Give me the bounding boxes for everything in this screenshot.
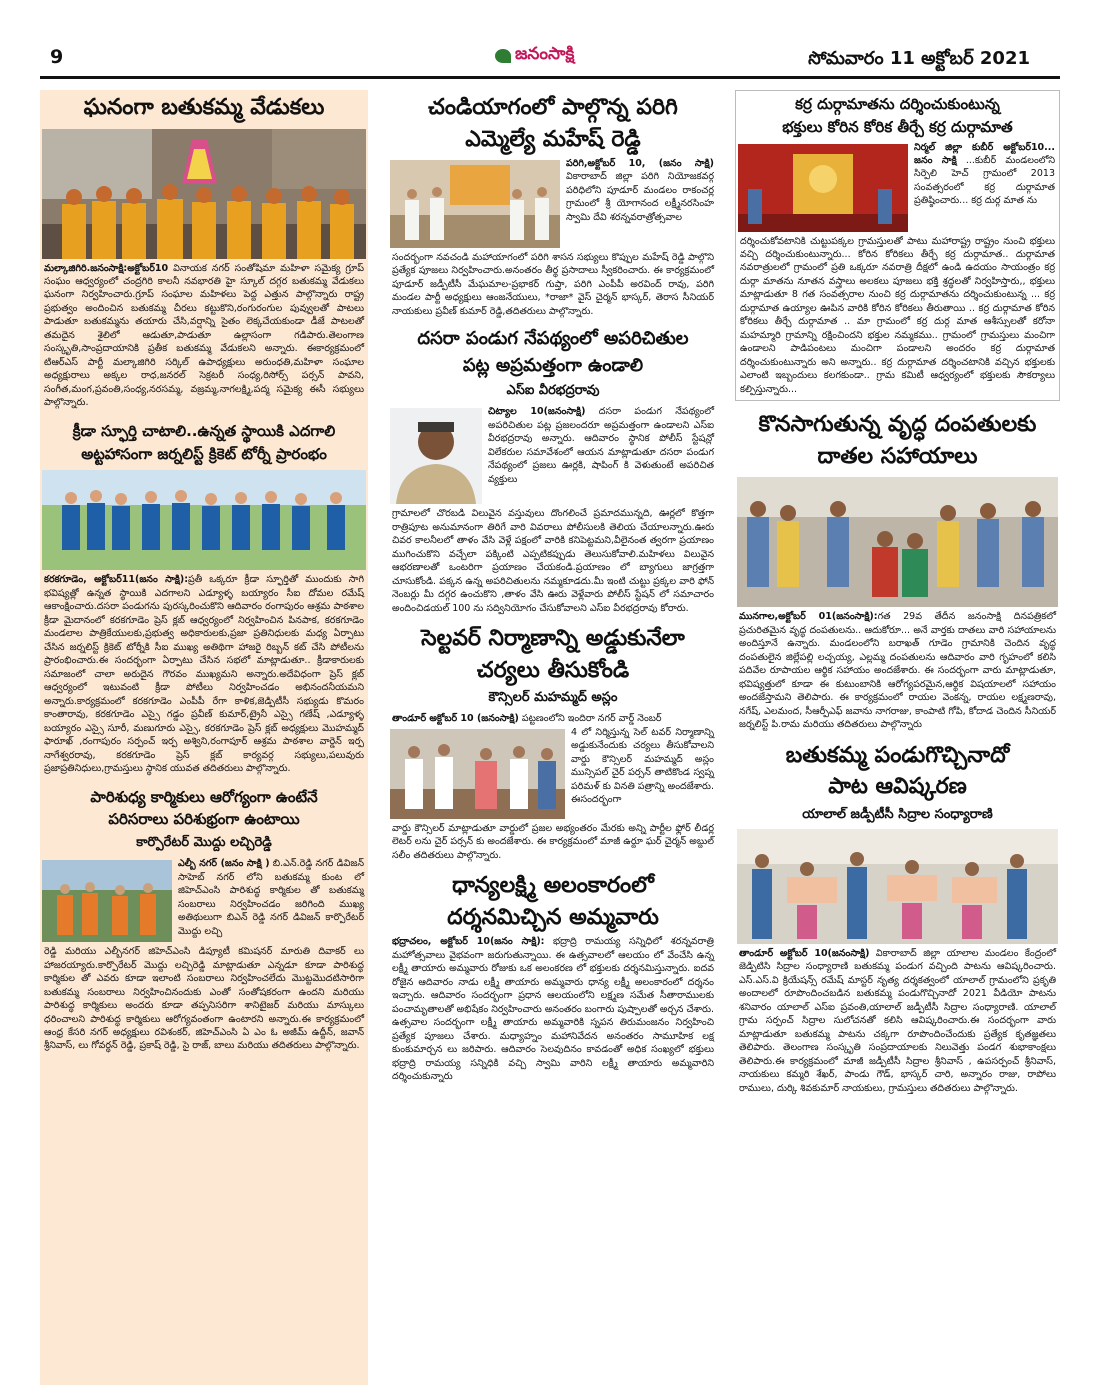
- article-title: దర్శనమిచ్చిన అమ్మవారు: [447, 904, 659, 930]
- portrait-photo: [390, 408, 482, 504]
- article-dateline: మునగాల,అక్టోబర్ 01(జనంసాక్షి):: [739, 611, 878, 623]
- article-dateline: చిట్యాల 10(జనంసాక్షి): [488, 406, 586, 418]
- article-title: పాట ఆవిష్కరణ: [828, 774, 967, 800]
- article-photo: [42, 129, 366, 259]
- article-subtitle: కార్పొరేటర్ మొద్దు లచ్చిరెడ్డి: [136, 835, 272, 851]
- article-body: గ్రామాలలో చొరబడి విలువైన వస్తువులు దొంగలించే ప్రమాదమున్నది, ఊర్లలో కొత్తగా రాత్రిపూట అనుమానంగా తిరిగే వారి వివరాలు పోలీసులకి తెలియ చేయాలన్నారు.ఊరు చివర కాలనీలలో తాళం వేసి వెళ్లే పక్షంలో వారికి కనిపెట్టమని,వీలైనంత త్వరగా ప్రయాణం ముగించుకొని వచ్చేలా పక్కింటి ఎప్పటికప్పుడు తెలుసుకోవాలి.మహిళలు విలువైన ఆభరణాలతో ఒంటరిగా ప్రయాణం చేయకండి.ప్రయాణం లో బ్యాగులు జాగ్రత్తగా చూసుకోండి. పక్కన ఉన్న అపరిచితులను నమ్మకూడదు.మీ ఇంటి చుట్టు ప్రక్కల వారి ఫోన్ నెంబర్లు మీ దగ్గర ఉంచుకొని ,తాళం వేసి ఊరు వెళ్లేవారు పోలీస్ స్టేషన్ లో సమాచారం అందించిడయల్ 100 ను సద్వినియోగం చేసుకోవాలని ఎస్ఐ వీరభద్రరావు కోరారు.: [392, 508, 714, 614]
- article-photo: [390, 160, 560, 248]
- article-body: దర్శించుకోవటానికి చుట్టుపక్కల గ్రామస్తులతో పాటు మహారాష్ట్ర రాష్ట్రం నుంచి భక్తులు వచ్చి దర్శించుకుంటున్నారు... కోరిన కోరికలు తీర్చే కర్ర దుర్గామాత.. దుర్గామాత నవరాత్రులలో గ్రామంలో ప్రతి ఒక్కరూ నవరాత్రి దీక్షలో ఉండి ఉదయం సాయంత్రం కర్ర దుర్గా మాతను నూతన వస్త్రాలు అలకలు పూజలు భక్తి శ్రద్ధలతో నిర్వహిస్తారు,, భక్తులు మాట్లాడుతూ 8 గత సంవత్సరాల నుంచి కర్ర దుర్గామాతను దర్శించుకుంటున్న ... కర్ర దుర్గామాత ఉయ్యాల ఊపిన వారికి కోరిన కోరికలు తీరుతాయి .. కర్ర దుర్గామాత కోరిన కోరికలు తీర్చే దుర్గామాత .. మా గ్రామంలో కర్ర దుర్గ మాత ఆశీస్సులతో కరోనా మహమ్మారి గ్రామాన్ని రక్షించిందని భక్తుల నమ్మకము.. గ్రామంలో గ్రామస్తులు మంచిగా ఉండాలని పాడిపంటలు మంచిగా పండాలని అందరం కర్ర దుర్గామాత దర్శించుకుంటున్నారు అని అన్నారు.. కర్ర దుర్గామాత దర్శించటానికి వచ్చిన భక్తులకు ఎలాంటి ఇబ్బందులు కలగకుండా.. గ్రామ కమిటీ ఆధ్వర్యంలో భక్తులకు సౌకర్యాలు కల్పిస్తున్నారు...: [740, 235, 1055, 395]
- left-column: [40, 90, 368, 1385]
- article-title: సెల్టవర్ నిర్మాణాన్ని అడ్డుకునేలా: [421, 626, 685, 652]
- article-dateline: తాండూర్ అక్టోబర్ 10(జనంసాక్షి): [739, 947, 870, 959]
- right-column: [735, 90, 1060, 1385]
- article-photo: [42, 470, 366, 570]
- article-title: పారిశుధ్య కార్మికులు ఆరోగ్యంగా ఉంటేనే: [90, 787, 318, 806]
- article-body: సందర్భంగా నవచండి మహాయాగంలో పరిగి శాసన సభ్యులు కొప్పుల మహేష్ రెడ్డి పాల్గొని ప్రత్యేక పూజలు నిర్వహించారు.అనంతరం తీర్థ ప్రసాదాలు స్వీకరించారు. ఈ కార్యక్రమంలో పూడూర్ జడ్పీటీసీ మేఘమాల-ప్రభాకర్ గుప్తా, పరిగి ఎంపీపీ అరవింద్ రావు, పరిగి మండల పార్టీ అధ్యక్షులు ఆంజనేయులు, *రాజా* వైస్ చైర్మన్ భాస్కర్, తెరాస సీనియర్ నాయకులు ప్రవీణ్ కుమార్ రెడ్డి,తదితరులు పాల్గొన్నారు.: [392, 252, 714, 317]
- article-body: నిర్మల్ జిల్లా కుబీర్ అక్టోబర్10... జనం సాక్షి ...కుబీర్ మండలంలోని సిర్పెలి హెచ్ గ్రామంలో 2013 సంవత్సరంలో కర్ర దుర్గామాత ప్రతిష్ఠించారు... కర్ర దుర్గ మాత ను: [914, 141, 1055, 207]
- article-title: అట్టహాసంగా జర్నలిస్ట్ క్రికెట్ టోర్నీ ప్రారంభం: [81, 444, 327, 463]
- middle-column: [388, 90, 718, 1385]
- article-body: తాండూర్ అక్టోబర్ 10 (జనంసాక్షి) పట్టణంలోని ఇందిరా నగర్ వార్డ్ నెంబర్: [392, 713, 662, 725]
- article-title: కర్ర దుర్గామాతను దర్శించుకుంటున్న: [795, 95, 1000, 113]
- article-dateline: కరకగూడెం, అక్టోబర్11(జనం సాక్షి):: [44, 574, 188, 586]
- article-body: మల్కాజిగిరి.జనంసాక్షి:అక్టోబర్10 వినాయక నగర్ సంతోషిమా మహిళా సమైక్య గ్రూప్ సంఘం ఆధ్వర్యంలో చంద్రగిరి కాలనీ నవభారతి హై స్కూల్ దగ్గర బతుకమ్మ వేడుకలు ఘనంగా నిర్వహించారు.గ్రూప్ సంఘాల మహిళలు పెద్ద ఎత్తున పాల్గొన్నారు రాష్ట్ర ప్రభుత్వం అందించిన బతుకమ్మ చీరలు కట్టుకొని,రంగురంగుల పువ్వులతో పాటలు పాడుతూ బతుకమ్మను తయారు చేసి,వర్షాన్ని సైతం లెక్కచేయకుండా డీజే పాటలతో తమదైన శైలిలో ఆడుతూ,పాడుతూ ఉల్లాసంగా గడిపారు.తెలంగాణ సంస్కృతి,సాంప్రదాయానికి ప్రతీక బతుకమ్మ వేడుకలని అన్నారు. ఈకార్యక్రమంలో టిఆర్ఎస్ పార్టీ మల్కాజిగిరి సర్కిల్ ఉపాధ్యక్షులు అరుంధతి,మహిళా సంఘాల అధ్యక్షురాలు అక్కల రాధ,జనరల్ సెక్రటరీ సంధ్య,రిసోర్స్ పర్సన్ పావని, సంగీత,మంగ,ప్రవంతి,సంధ్య,నరసమ్మ, వజ్రమ్మ,నాగలక్ష్మి,పద్మ సమైక్య ఈసీ సభ్యులు పాల్గొన్నారు.: [44, 262, 364, 409]
- article-title: చర్యలు తీసుకోండి: [476, 657, 630, 683]
- article-body: భద్రాచలం, అక్టోబర్ 10(జనం సాక్షి): భద్రాద్రి రామయ్య సన్నిధిలో శరన్నవరాత్రి మహోత్సవాలు వైభవంగా జరుగుతున్నాయి. ఈ ఉత్సవాలలో ఆలయం లో వేంచేసి ఉన్న లక్ష్మీ తాయారు అమ్మవారు రోజుకు ఒక అలంకరణ లో భక్తులకు దర్శనమిస్తున్నారు. ఐదవ రోజైన ఆదివారం నాడు లక్ష్మీ తాయారు అమ్మవారు ధాన్య లక్ష్మీ అలంకారంలో దర్శనం ఇచ్చారు. ఆదివారం సందర్భంగా ప్రధాన ఆలయంలోని లక్ష్మణ సమేత సీతారాములకు పంచామృతాలతో అభిషేకం నిర్వహించారు అనంతరం బంగారు పుష్పాలతో అర్చన చేశారు. ఉత్సవాల సందర్భంగా లక్ష్మీ తాయారు అమ్మవారికి స్నపన తిరుమంజనం నిర్వహించి ప్రత్యేక పూజలు చేశారు. మధ్యాహ్నం మహానివేదన అనంతరం సామూహిక లక్ష కుంకుమార్చన లు జరిపారు. ఆదివారం సెలవుదినం కావడంతో అధిక సంఖ్యలో భక్తులు భద్రాద్రి రామయ్య సన్నిధికి వచ్చి స్వామి వారిని లక్ష్మీ తాయారు అమ్మవారిని దర్శించుకున్నారు: [392, 936, 714, 1083]
- article-body: కరకగూడెం, అక్టోబర్11(జనం సాక్షి):ప్రతీ ఒక్కరూ క్రీడా స్ఫూర్తితో ముందుకు సాగి భవిష్యత్లో ఉన్నత స్థాయికి ఎదగాలని ఎడ్యూళ్ళ బయ్యారం సీఐ దోమల రమేష్ ఆకాంక్షించారు.దసరా పండుగను పురస్కరించుకొని ఆదివారం రంగాపురం ఆశ్రమ పాఠశాల క్రీడా మైదానంలో కరకగూడెం ప్రెస్ క్లబ్ ఆధ్వర్యంలో నిర్వహించిన పినపాక, కరకగూడెం మండలాల పాత్రికేయులకు,ప్రభుత్వ అధికారులకు,ప్రజా ప్రతినిధులకు మధ్య ఏర్పాటు చేసిన జర్నలిస్ట్ క్రికెట్ టోర్నీకి సీఐ ముఖ్య అతిథిగా హాజరై రిబ్బన్ కట్ చేసి పోటీలను ప్రారంభించారు.ఈ సందర్భంగా ఏర్పాటు చేసిన సభలో మాట్లాడుతూ.. క్రీడాకారులకు సమాజంలో చాలా అరుదైన గౌరవం ముఖ్యమని అన్నారు.అదేవిధంగా ప్రెస్ క్లబ్ ఆధ్వర్యంలో ఇటువంటి క్రీడా పోటీలు నిర్వహించడం అభినందనీయమని అన్నారు.కార్యక్రమంలో కరకగూడెం ఎంపీపీ రేగా కాళిక,జెడ్పిటీసీ సభ్యుడు కొమరం కాంతారావు, కరకగూడెం ఎస్సై గడ్డం ప్రవీణ్ కుమార్,ట్రైనీ ఎస్సై గణేష్ ,ఎడ్యూళ్ళ బయ్యారం ఎస్సై సూరీ, మణుగూరు ఎస్సై, కరకగూడెం ప్రెస్ క్లబ్ అధ్యక్షులు మొహమ్మద్ ఫారూఖ్ ,రంగాపురం సర్పంచ్ ఇర్ప అశ్విని,రంగాపూర్ ఆశ్రమ పాఠశాల వార్డెన్ ఇర్ప నాగేశ్వరరావు, కరకగూడెం ప్రెస్ క్లబ్ కార్యవర్గ సభ్యులు,పలువురు ప్రజాప్రతినిధులు,గ్రామస్తులు స్థానిక యువత తదితరులు పాల్గొన్నారు.: [44, 574, 364, 775]
- article-title: పరిసరాలు పరిశుభ్రంగా ఉంటాయి: [108, 810, 300, 829]
- article-subtitle: యాలాల్ జడ్పీటీసీ సిద్రాల సంధ్యారాణి: [802, 806, 993, 822]
- newspaper-logo: [495, 44, 574, 68]
- article-box: [735, 90, 1060, 401]
- page-number: 9: [50, 46, 64, 68]
- article-title: పట్ల అప్రమత్తంగా ఉండాలి: [462, 354, 644, 376]
- article-body: మునగాల,అక్టోబర్ 01(జనంసాక్షి):గత 29వ తేదీన జనంసాక్షి దినపత్రికలో ప్రచురితమైన వృద్ధ దంపతులను.. ఆదుకోరూ... అనే వార్తకు దాతలు వారి సహాయాలను అందిస్తూనే ఉన్నారు. మండలంలోని బరాఖత్ గూడెం గ్రామానికి చెందిన వృద్ధ దంపతులైన జిల్లేపల్లి లచ్చయ్య, ఎల్లమ్మ దంపతులను ఆదివారం వారి గృహంలో కలిసి పదివేల రూపాయల ఆర్థిక సహాయం అందజేశారు. ఈ సందర్భంగా వారు మాట్లాడుతూ, భవిష్యత్తులో కూడా ఈ కుటుంబానికి ఆరోగ్యపరమైన,ఆర్థిక విషయాలలో సహాయం అందజేస్తామని తెలిపారు. ఈ కార్యక్రమంలో రాయల వెంకన్న, రాయల లక్ష్మణరావు, నగేష్, ఎలమంద, సీఆర్పీఎఫ్ జవాను నాగరాజు, కాంపాటి గోపి, కోదాడ చెందిన సీనియర్ జర్నలిస్ట్ పి.రామ మరియు తదితరులు పాల్గొన్నారు: [739, 611, 1056, 731]
- article-title: బతుకమ్మ పండుగొచ్చినాదో: [785, 742, 1010, 768]
- article-subtitle: కౌన్సిలర్ మహమ్మద్ అస్లం: [488, 690, 618, 706]
- leaf-icon: [495, 49, 511, 63]
- article-title: ఎమ్మెల్యే మహేష్ రెడ్డి: [465, 126, 641, 152]
- article-photo: [390, 729, 565, 819]
- article-title: ఘనంగా బతుకమ్మ వేడుకలు: [83, 95, 325, 120]
- article-title: దసరా పండుగ నేపథ్యంలో అపరిచితుల: [417, 328, 689, 350]
- article-title: భక్తులు కోరిన కోరిక తీర్చే కర్ర దుర్గామాత: [782, 117, 1013, 136]
- article-photo: [42, 860, 172, 942]
- article-title: ధాన్యలక్ష్మి అలంకారంలో: [452, 873, 654, 899]
- article-dateline: తాండూర్ అక్టోబర్ 10 (జనంసాక్షి): [392, 713, 519, 725]
- article-photo: [738, 144, 908, 232]
- article-title: క్రీడా స్ఫూర్తి చాటాలి..ఉన్నత స్థాయికి ఎదగాలి: [72, 421, 336, 440]
- article-body: 4 లో నిర్మిస్తున్న సెల్ టవర్ నిర్మాణాన్ని అడ్డుకునేందుకు చర్యలు తీసుకోవాలని వార్డు కౌన్సిలర్ మహమ్మద్ అస్లం మున్సిపల్ చైర్ పర్సన్ తాటికొండ స్వప్న పరిమళ్ కు వినతి పత్రాన్ని అందజేశారు. ఈసందర్భంగా: [571, 726, 714, 806]
- article-title: దాతల సహాయాలు: [817, 443, 978, 469]
- article-dateline: నిర్మల్ జిల్లా కుబీర్ అక్టోబర్10... జనం సాక్షి: [914, 141, 1055, 166]
- article-title: చండియాగంలో పాల్గొన్న పరిగి: [428, 95, 678, 120]
- article-dateline: ఎల్బీ నగర్ (జనం సాక్షి ): [178, 858, 270, 870]
- article-body: పరిగి,అక్టోబర్ 10, (జనం సాక్షి) వికారాబాద్ జిల్లా పరిగి నియోజకవర్గ పరిధిలోని పూడూర్ మండలం రాకంచర్ల గ్రామంలో శ్రీ యోగానంద లక్ష్మీనరసింహ స్వామి దేవి శరన్నవరాత్రోత్సవాల: [566, 158, 714, 223]
- article-title: కొనసాగుతున్న వృద్ధ దంపతులకు: [758, 412, 1037, 438]
- article-body: తాండూర్ అక్టోబర్ 10(జనంసాక్షి) వికారాబాద్ జిల్లా యాలాల మండలం కేంద్రంలో జెడ్పిటిసి సిద్రాల సంధ్యారాణి బతుకమ్మ పండుగ వచ్చింది పాటను ఆవిష్కరించారు. ఎస్.ఎస్.వి క్రియేషన్స్ రమేష్ మాస్టర్ నృత్య దర్శకత్వంలో యాలాల్ గ్రామంలోని ప్రకృతి అందాలలో రూపొందించబడిన బతుకమ్మ పండుగొచ్చినాదో 2021 వీడియో పాటను శనివారం యాలాల్ ఎస్ఐ ప్రవంతి,యాలాల్ జడ్పీటీసీ సిద్రాల సంధ్యారాణి. యాలాల్ గ్రామ సర్పంచ్ సిద్రాల సులోచనతో కలిసి ఆవిష్కరించారు.ఈ సందర్భంగా వారు మాట్లాడుతూ బతుకమ్మ పాటను చక్కగా రూపొందించేందుకు ప్రత్యేక కృతజ్ఞతలు తెలిపారు. తెలంగాణ సంస్కృతి సంప్రదాయాలకు నిలువెత్తు పండగ శుభాకాంక్షలు తెలిపారు.ఈ కార్యక్రమంలో మాజీ జడ్పీటీసీ సిద్రాల శ్రీనివాస్ , ఉపసర్పంచ్ శ్రీనివాస్, నాయకులు కమ్మరి శేఖర్, పాండు గౌడ్, భాస్కర్ చారి, అన్నారం రాజు, రాపోలు రాములు, దుర్కి శివకుమార్ నాయకులు, గ్రామస్తులు తదితరులు పాల్గొన్నారు.: [739, 947, 1057, 1094]
- article-dateline: మల్కాజిగిరి.జనంసాక్షి:అక్టోబర్10: [44, 262, 169, 274]
- article-photo: [737, 477, 1058, 607]
- article-body: వార్డు కౌన్సిలర్ మాట్లాడుతూ వార్డులో ప్రజల అభ్యంతరం మేరకు అన్ని పార్టీల ఫ్లోర్ లీడర్ల లెటర్ లను చైర్ పర్సన్ కు అందజేశారు. ఈ కార్యక్రమంలో మాజీ ఉర్దూ ఘర్ చైర్మన్ అబ్దుల్ సలీం తదితరులు పాల్గొన్నారు.: [392, 822, 714, 861]
- article-body: ఎల్బీ నగర్ (జనం సాక్షి ) బి.ఎన్.రెడ్డి నగర్ డివిజన్ సాహెబ్ నగర్ లోని బతుకమ్మ కుంట లో జిహెచ్ఎంసి పారిశుద్ధ కార్మికుల తో బతుకమ్మ సంబరాలు నిర్వహించడం జరిగింది ముఖ్య అతిథులుగా బిఎన్ రెడ్డి నగర్ డివిజన్ కార్పొరేటర్ మొద్దు లచ్చి: [178, 858, 364, 937]
- article-body: రెడ్డి మరియు ఎల్బీనగర్ జిహెచ్ఎంసి డిప్యూటీ కమిషనర్ మారుతి దివాకర్ లు హాజరయ్యారు.కార్పొరేటర్ మొద్దు లచ్చిరెడ్డి మాట్లాడుతూ ఎన్నడూ కూడా పారిశుద్ధ కార్మికుల తో ఎవరు కూడా ఇలాంటి సంబరాలు నిర్వహించలేదు మొట్టమొదటిసారిగా బతుకమ్మ సంబరాలు నిర్వహించినందుకు ఎంతో సంతోషకరంగా ఉందని మరియు పారిశుద్ధ కార్మికులు అందరు కూడా తప్పనిసరిగా శానిటైజర్ మరియు మాస్కులు ధరించాలని పారిశుద్ధ కార్మికులు ఆరోగ్యవంతంగా ఉంటారని అన్నారు.ఈ కార్యక్రమంలో ఆంధ్ర కేసరి నగర్ అధ్యక్షులు రవిశంకర్, జిహెచ్ఎంసి ఏ ఎం ఓ అజీమ్ ఉద్దీన్, జవాన్ శ్రీనివాస్, లు గోవర్ధన్ రెడ్డి, ప్రకాష్ రెడ్డి, సై రాజ్, బాలు మరియు తదితరులు పాల్గొన్నారు.: [44, 946, 364, 1052]
- issue-date: సోమవారం 11 అక్టోబర్ 2021: [808, 48, 1030, 69]
- article-subtitle: ఎస్ఐ వీరభద్రరావు: [506, 383, 600, 399]
- logo-text: జనంసాక్షి: [515, 44, 575, 64]
- article-dateline: భద్రాచలం, అక్టోబర్ 10(జనం సాక్షి):: [392, 936, 545, 948]
- article-photo: [737, 829, 1058, 944]
- article-body: చిట్యాల 10(జనంసాక్షి) దసరా పండుగ నేపథ్యంలో అపరిచితుల పట్ల ప్రజలందరూ అప్రమత్తంగా ఉండాలని ఎస్ఐ వీరభద్రరావు అన్నారు. ఆదివారం స్థానిక పోలీస్ స్టేషన్లో విలేకరుల సమావేశంలో ఆయన మాట్లాడుతూ దసరా పండుగ నేపథ్యంలో ప్రజలు ఊర్లకి, షాపింగ్ కి వెళుతుంటే అపరిచిత వ్యక్తులు: [488, 406, 714, 485]
- article-dateline: పరిగి,అక్టోబర్ 10, (జనం సాక్షి): [566, 158, 714, 169]
- masthead: [40, 42, 1060, 79]
